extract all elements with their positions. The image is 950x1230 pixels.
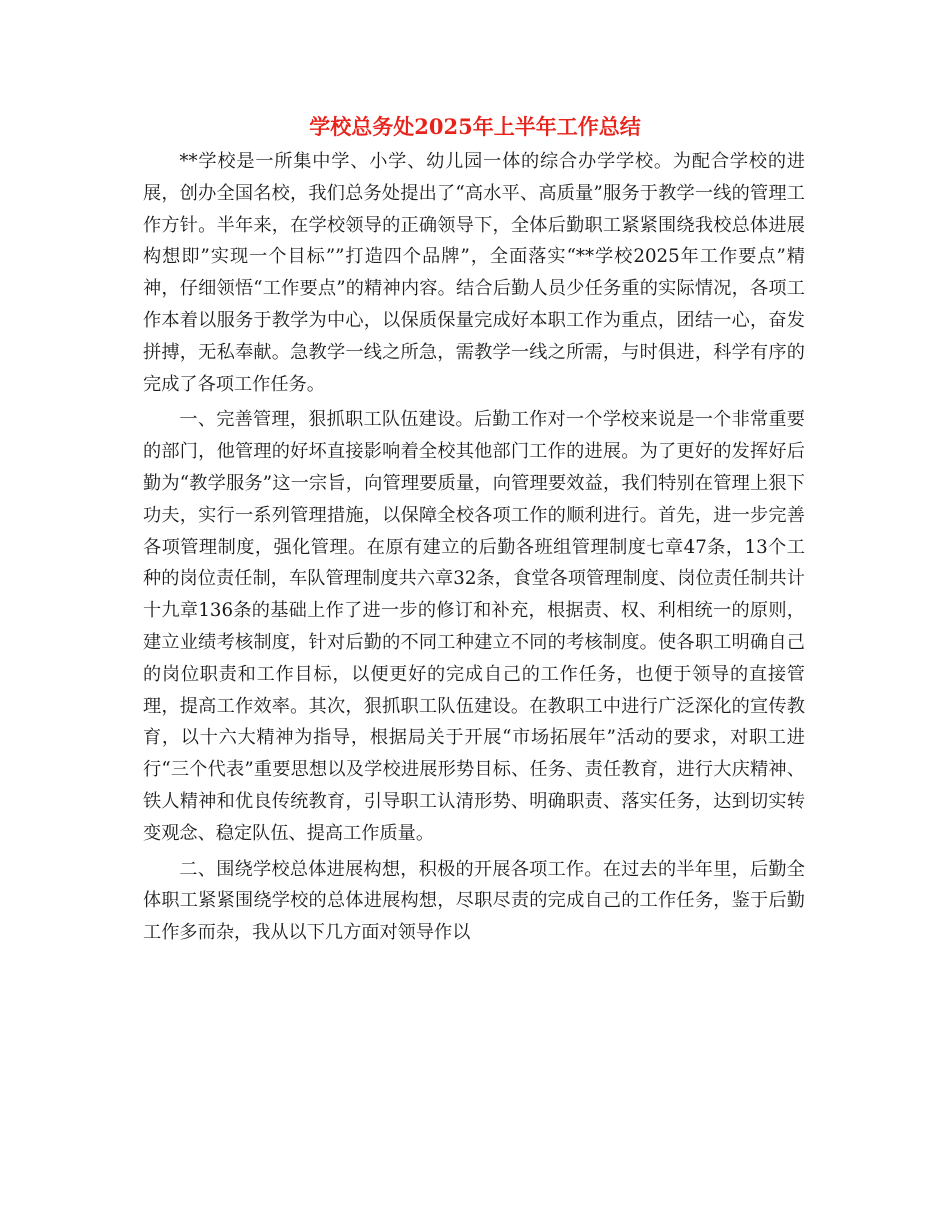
paragraph-section-1: 一、完善管理，狠抓职工队伍建设。后勤工作对一个学校来说是一个非常重要的部门，他管理的好坏直接影响着全校其他部门工作的进展。为了更好的发挥好后勤为“教学服务”这一宗旨，向管理要质量，向管理要效益，我们特别在管理上狠下功夫，实行一系列管理措施，以保障全校各项工作的顺利进行。首先，进一步完善各项管理制度，强化管理。在原有建立的后勤各班组管理制度七章47条，13个工种的岗位责任制，车队管理制度共六章32条，食堂各项管理制度、岗位责任制共计十九章136条的基础上作了进一步的修订和补充，根据责、权、利相统一的原则，建立业绩考核制度，针对后勤的不同工种建立不同的考核制度。使各职工明确自己的岗位职责和工作目标，以便更好的完成自己的工作任务，也便于领导的直接管理，提高工作效率。其次，狠抓职工队伍建设。在教职工中进行广泛深化的宣传教育，以十六大精神为指导，根据局关于开展“市场拓展年”活动的要求，对职工进行“三个代表”重要思想以及学校进展形势目标、任务、责任教育，进行大庆精神、铁人精神和优良传统教育，引导职工认清形势、明确职责、落实任务，达到切实转变观念、稳定队伍、提高工作质量。 (143, 409, 805, 844)
paragraph-section-2: 二、围绕学校总体进展构想，积极的开展各项工作。在过去的半年里，后勤全体职工紧紧围绕学校的总体进展构想，尽职尽责的完成自己的工作任务，鉴于后勤工作多而杂，我从以下几方面对领导作以 (143, 858, 805, 944)
document-body (143, 146, 805, 949)
paragraph-intro: **学校是一所集中学、小学、幼儿园一体的综合办学学校。为配合学校的进展，创办全国名校，我们总务处提出了“高水平、高质量”服务于教学一线的管理工作方针。半年来，在学校领导的正确领导下，全体后勤职工紧紧围绕我校总体进展构想即”实现一个目标””打造四个品牌”，全面落实“**学校2025年工作要点”精神，仔细领悟“工作要点”的精神内容。结合后勤人员少任务重的实际情况，各项工作本着以服务于教学为中心，以保质保量完成好本职工作为重点，团结一心，奋发拼搏，无私奉献。急教学一线之所急，需教学一线之所需，与时俱进，科学有序的完成了各项工作任务。 (143, 151, 805, 395)
document-title: 学校总务处2025年上半年工作总结 (309, 114, 641, 139)
